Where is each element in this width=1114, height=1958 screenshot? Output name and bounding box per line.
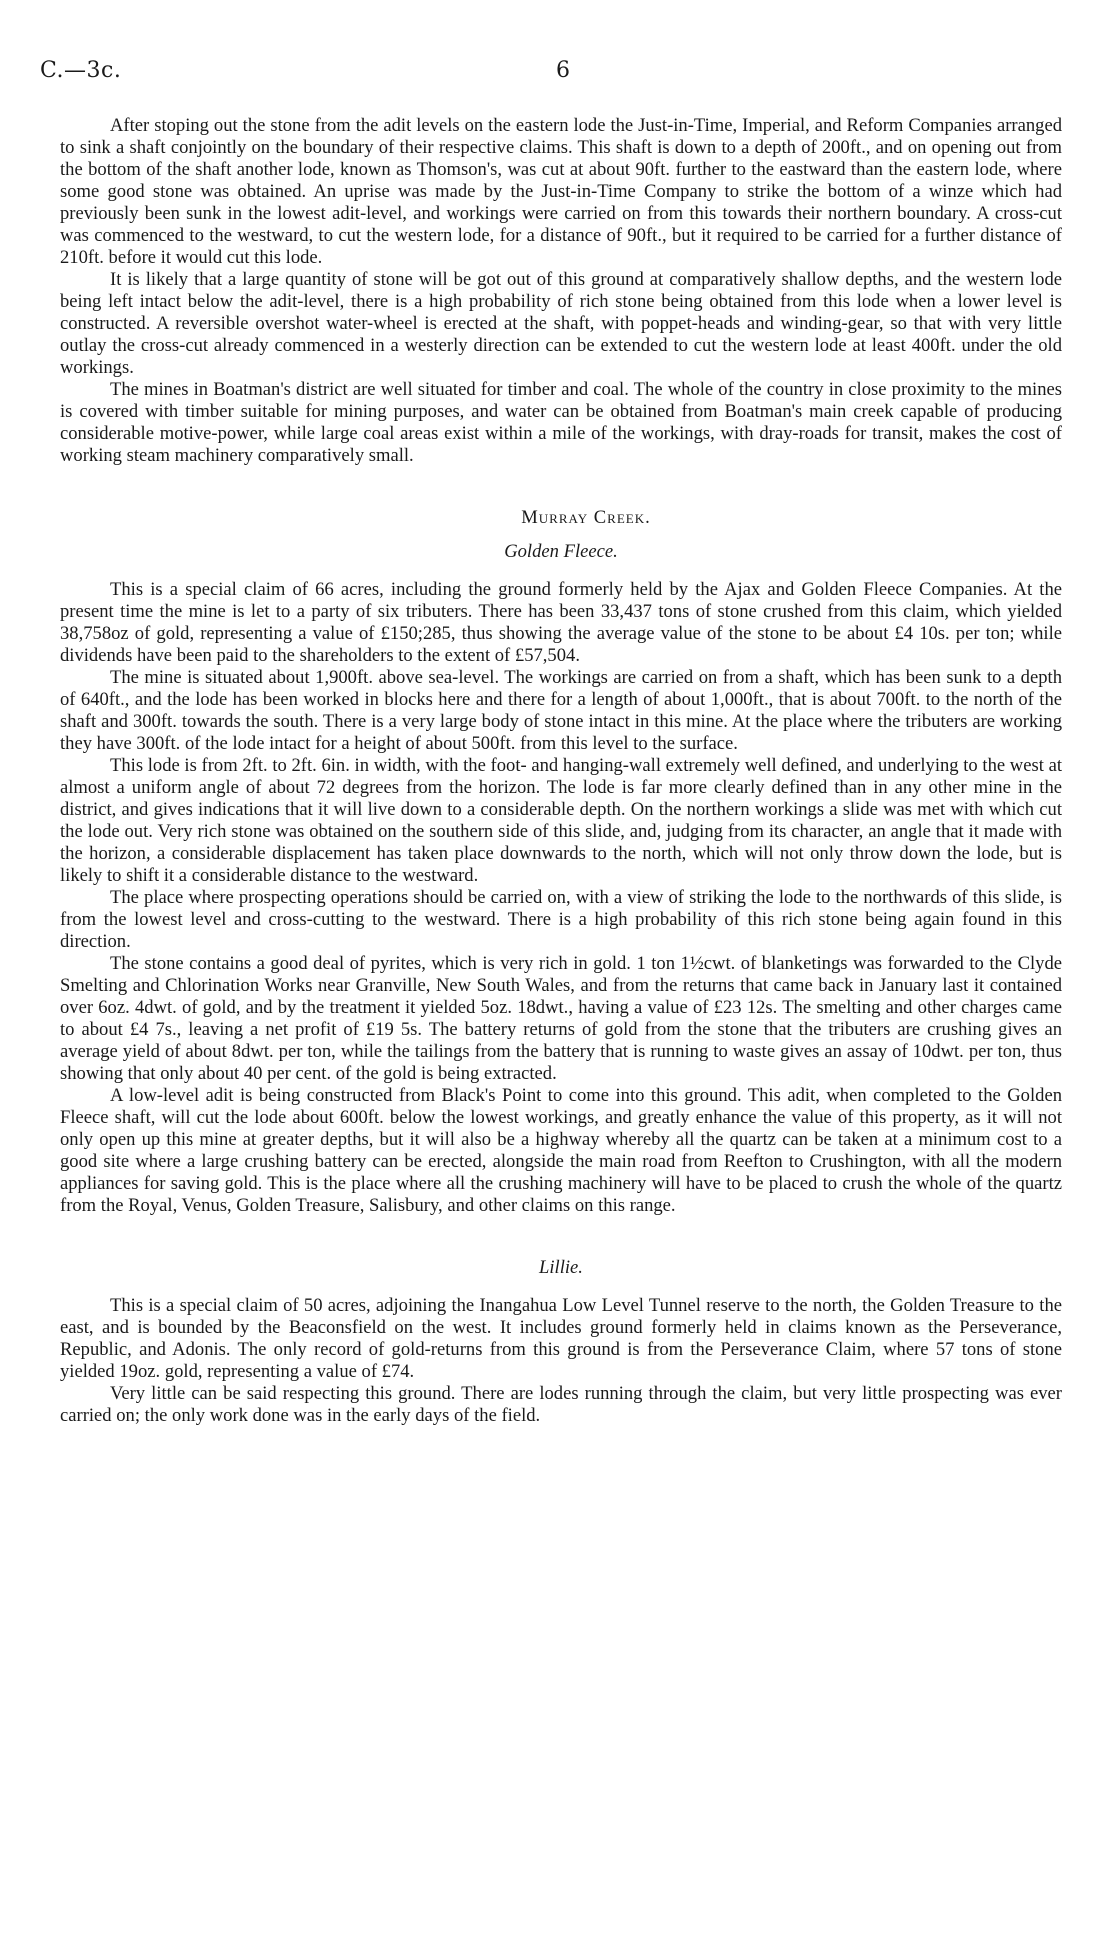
paragraph: The place where prospecting operations should be carried on, with a view of striking the lode to the northwards of this slide, is from the lowest level and cross-cutting to the westward. There is a high probability of this rich stone being again found in this direction.	[60, 887, 1062, 952]
paragraph: After stoping out the stone from the adit levels on the eastern lode the Just-in-Time, Imperial, and Reform Companies arranged to sink a shaft conjointly on the boundary of their respective claims. This shaft is down to a depth of 200ft., and on opening out from the bottom of the shaft another lode, known as Thomson's, was cut at about 90ft. further to the eastward than the eastern lode, where some good stone was obtained. An uprise was made by the Just-in-Time Company to strike the bottom of a winze which had previously been sunk in the lowest adit-level, and workings were carried on from this towards their northern boundary. A cross-cut was commenced to the westward, to cut the western lode, for a distance of 90ft., but it required to be carried for a further distance of 210ft. before it would cut this lode.	[60, 115, 1062, 268]
paragraph: Very little can be said respecting this ground. There are lodes running through the claim, but very little prospecting was ever carried on; the only work done was in the early days of the field.	[60, 1383, 1062, 1426]
subsection-title-lillie: Lillie.	[539, 1257, 583, 1278]
document-body	[60, 115, 1062, 1427]
paragraph: This is a special claim of 66 acres, including the ground formerly held by the Ajax and Golden Fleece Companies. At the present time the mine is let to a party of six tributers. There has been 33,437 tons of stone crushed from this claim, which yielded 38,758oz of gold, representing a value of £150;285, thus showing the average value of the stone to be about £4 10s. per ton; while dividends have been paid to the shareholders to the extent of £57,504.	[60, 579, 1062, 666]
paragraph: The mines in Boatman's district are well situated for timber and coal. The whole of the country in close proximity to the mines is covered with timber suitable for mining purposes, and water can be obtained from Boatman's main creek capable of producing considerable motive-power, while large coal areas exist within a mile of the workings, with dray-roads for transit, makes the cost of working steam machinery comparatively small.	[60, 379, 1062, 466]
subsection-title-golden-fleece: Golden Fleece.	[504, 541, 618, 562]
paragraph: This lode is from 2ft. to 2ft. 6in. in width, with the foot- and hanging-wall extremely well defined, and underlying to the west at almost a uniform angle of about 72 degrees from the horizon. The lode is far more clearly defined than in any other mine in the district, and gives indications that it will live down to a considerable depth. On the northern workings a slide was met with which cut the lode out. Very rich stone was obtained on the southern side of this slide, and, judging from its character, an angle that it made with the horizon, a considerable displacement has taken place downwards to the north, which will not only throw down the lode, but is likely to shift it a considerable distance to the westward.	[60, 755, 1062, 886]
paragraph: The mine is situated about 1,900ft. above sea-level. The workings are carried on from a shaft, which has been sunk to a depth of 640ft., and the lode has been worked in blocks here and there for a length of about 1,000ft., that is about 700ft. to the north of the shaft and 300ft. towards the south. There is a very large body of stone intact in this mine. At the place where the tributers are working they have 300ft. of the lode intact for a height of about 500ft. from this level to the surface.	[60, 667, 1062, 754]
paragraph: It is likely that a large quantity of stone will be got out of this ground at comparatively shallow depths, and the western lode being left intact below the adit-level, there is a high probability of rich stone being obtained from this lode when a lower level is constructed. A reversible overshot water-wheel is erected at the shaft, with poppet-heads and winding-gear, so that with very little outlay the cross-cut already commenced in a westerly direction can be extended to cut the western lode at least 400ft. under the old workings.	[60, 269, 1062, 378]
page-number: 6	[556, 58, 570, 83]
section-title: Murray Creek.	[521, 507, 651, 528]
document-reference: C.—3c.	[40, 58, 122, 83]
paragraph: The stone contains a good deal of pyrites, which is very rich in gold. 1 ton 1½cwt. of blanketings was forwarded to the Clyde Smelting and Chlorination Works near Granville, New South Wales, and from the returns that came back in January last it contained over 6oz. 4dwt. of gold, and by the treatment it yielded 5oz. 18dwt., having a value of £23 12s. The smelting and other charges came to about £4 7s., leaving a net profit of £19 5s. The battery returns of gold from the stone that the tributers are crushing gives an average yield of about 8dwt. per ton, while the tailings from the battery that is running to waste gives an assay of 10dwt. per ton, thus showing that only about 40 per cent. of the gold is being extracted.	[60, 953, 1062, 1084]
paragraph: This is a special claim of 50 acres, adjoining the Inangahua Low Level Tunnel reserve to the north, the Golden Treasure to the east, and is bounded by the Beaconsfield on the west. It includes ground formerly held in claims known as the Perseverance, Republic, and Adonis. The only record of gold-returns from this ground is from the Perseverance Claim, where 57 tons of stone yielded 19oz. gold, representing a value of £74.	[60, 1295, 1062, 1382]
paragraph: A low-level adit is being constructed from Black's Point to come into this ground. This adit, when completed to the Golden Fleece shaft, will cut the lode about 600ft. below the lowest workings, and greatly enhance the value of this property, as it will not only open up this mine at greater depths, but it will also be a highway whereby all the quartz can be taken at a minimum cost to a good site where a large crushing battery can be erected, alongside the main road from Reefton to Crushington, with all the modern appliances for saving gold. This is the place where all the crushing machinery will have to be placed to crush the whole of the quartz from the Royal, Venus, Golden Treasure, Salisbury, and other claims on this range.	[60, 1085, 1062, 1216]
